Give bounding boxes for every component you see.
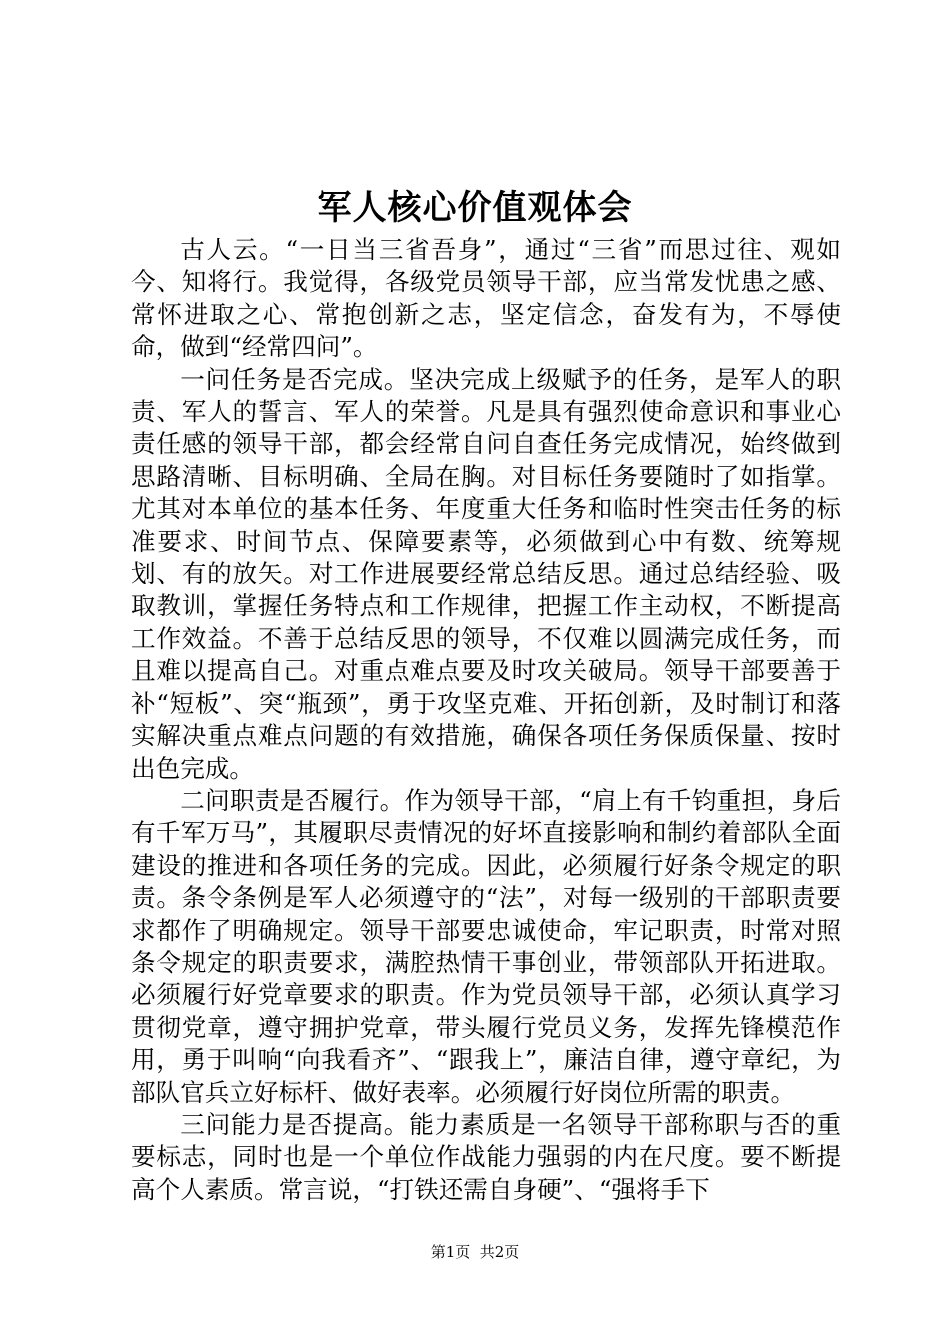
document-body (131, 234, 841, 1206)
paragraph-intro: 古人云。“一日当三省吾身”，通过“三省”而思过往、观如今、知将行。我觉得，各级党员领导干部，应当常发忧患之感、常怀进取之心、常抱创新之志，坚定信念，奋发有为，不辱使命，做到“经常四问”。 (131, 235, 841, 362)
document-title: 军人核心价值观体会 (317, 188, 633, 228)
page-number-label: 第1页 共2页 (430, 1243, 520, 1261)
paragraph-question-3: 三问能力是否提高。能力素质是一名领导干部称职与否的重要标志，同时也是一个单位作战能力强弱的内在尺度。要不断提高个人素质。常言说，“打铁还需自身硬”、“强将手下 (131, 1109, 841, 1204)
page-footer (0, 1242, 950, 1262)
paragraph-question-1: 一问任务是否完成。坚决完成上级赋予的任务，是军人的职责、军人的誓言、军人的荣誉。凡是具有强烈使命意识和事业心责任感的领导干部，都会经常自问自查任务完成情况，始终做到思路清晰、目标明确、全局在胸。对目标任务要随时了如指掌。尤其对本单位的基本任务、年度重大任务和临时性突击任务的标准要求、时间节点、保障要素等，必须做到心中有数、统筹规划、有的放矢。对工作进展要经常总结反思。通过总结经验、吸取教训，掌握任务特点和工作规律，把握工作主动权，不断提高工作效益。不善于总结反思的领导，不仅难以圆满完成任务，而且难以提高自己。对重点难点要及时攻关破局。领导干部要善于补“短板”、突“瓶颈”，勇于攻坚克难、开拓创新，及时制订和落实解决重点难点问题的有效措施，确保各项任务保质保量、按时出色完成。 (131, 364, 841, 783)
paragraph-question-2: 二问职责是否履行。作为领导干部，“肩上有千钧重担，身后有千军万马”，其履职尽责情况的好坏直接影响和制约着部队全面建设的推进和各项任务的完成。因此，必须履行好条令规定的职责。条令条例是军人必须遵守的“法”，对每一级别的干部职责要求都作了明确规定。领导干部要忠诚使命，牢记职责，时常对照条令规定的职责要求，满腔热情干事创业，带领部队开拓进取。必须履行好党章要求的职责。作为党员领导干部，必须认真学习贯彻党章，遵守拥护党章，带头履行党员义务，发挥先锋模范作用，勇于叫响“向我看齐”、“跟我上”，廉洁自律，遵守章纪，为部队官兵立好标杆、做好表率。必须履行好岗位所需的职责。 (131, 785, 841, 1107)
